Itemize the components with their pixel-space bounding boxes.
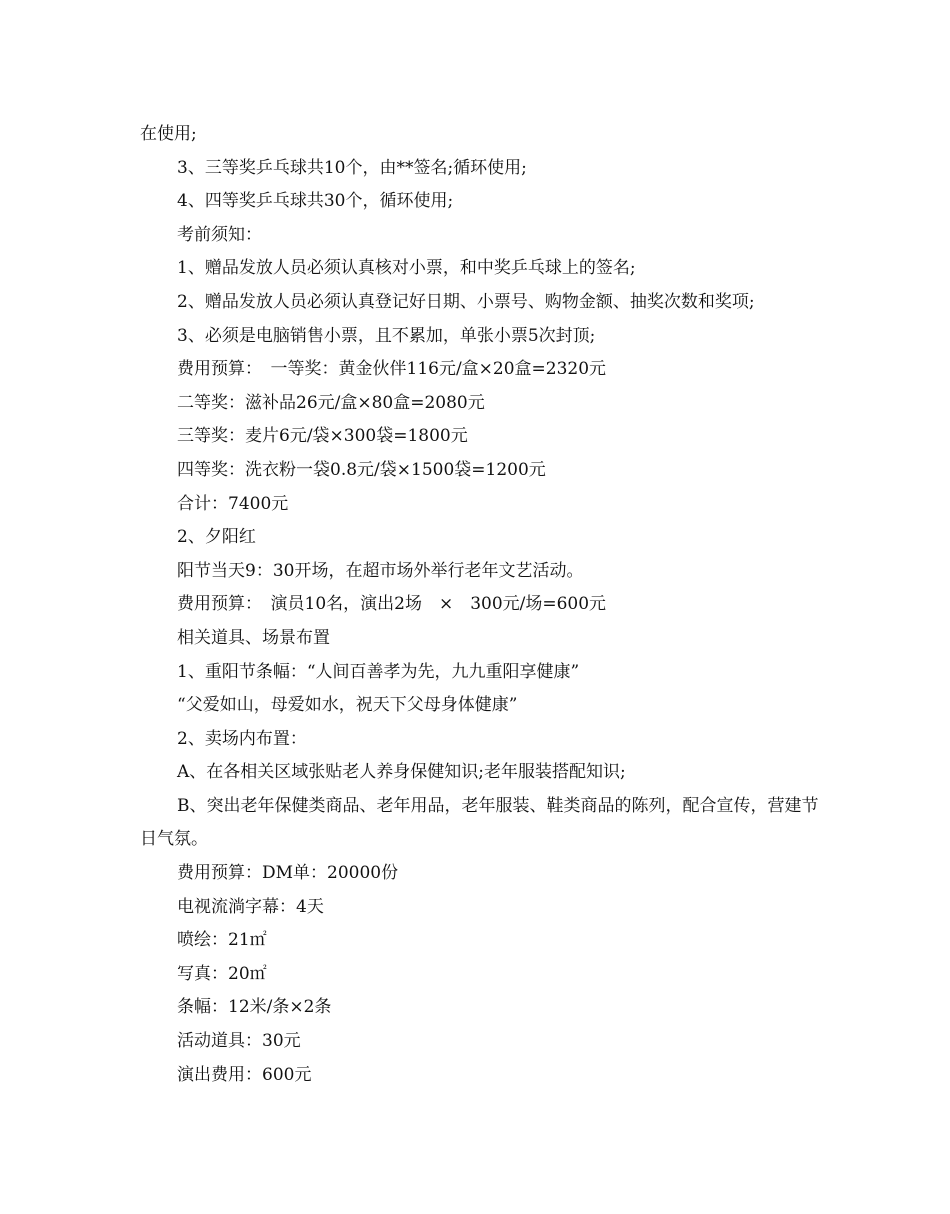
text-line: 1、重阳节条幅：“人间百善孝为先，九九重阳享健康” <box>177 661 580 682</box>
text-line: “父爱如山，母爱如水，祝天下父母身体健康” <box>177 695 518 716</box>
budget-line: 电视流淌字幕：4天 <box>177 896 324 917</box>
budget-line: 写真：20㎡ <box>177 963 267 984</box>
text-line: 3、必须是电脑销售小票，且不累加，单张小票5次封顶; <box>177 325 596 346</box>
budget-total: 合计：7400元 <box>177 493 289 514</box>
text-line: 2、卖场内布置： <box>177 728 307 749</box>
section-heading: 相关道具、场景布置 <box>177 627 330 648</box>
section-heading: 2、夕阳红 <box>177 527 256 548</box>
section-heading: 考前须知： <box>177 224 262 245</box>
budget-line: 活动道具：30元 <box>177 1031 301 1052</box>
wrapped-paragraph: B、突出老年保健类商品、老年用品，老年服装、鞋类商品的陈列，配合宣传，营建节日气氛。 <box>140 795 819 850</box>
budget-line: 费用预算： 一等奖：黄金伙伴116元/盒×20盒=2320元 <box>177 359 607 380</box>
budget-line: 演出费用：600元 <box>177 1064 312 1085</box>
budget-line: 费用预算： 演员10名，演出2场 × 300元/场=600元 <box>177 594 607 615</box>
budget-line: 条幅：12米/条×2条 <box>177 997 332 1018</box>
text-line: 4、四等奖乒乓球共30个，循环使用; <box>177 191 454 212</box>
budget-line: 费用预算：DM单：20000份 <box>177 863 399 884</box>
budget-line: 喷绘：21㎡ <box>177 930 267 951</box>
text-line: 阳节当天9：30开场，在超市场外举行老年文艺活动。 <box>177 560 584 581</box>
budget-line: 四等奖：洗衣粉一袋0.8元/袋×1500袋=1200元 <box>177 459 546 480</box>
text-line: 3、三等奖乒乓球共10个，由**签名;循环使用; <box>177 157 527 178</box>
text-line: 1、赠品发放人员必须认真核对小票，和中奖乒乓球上的签名; <box>177 258 636 279</box>
text-line: 在使用; <box>140 124 197 144</box>
text-line: 2、赠品发放人员必须认真登记好日期、小票号、购物金额、抽奖次数和奖项; <box>177 291 755 312</box>
text-line: A、在各相关区域张贴老人养身保健知识;老年服装搭配知识; <box>177 762 626 783</box>
budget-line: 三等奖：麦片6元/袋×300袋=1800元 <box>177 426 468 447</box>
document-body <box>140 118 830 1092</box>
budget-line: 二等奖：滋补品26元/盒×80盒=2080元 <box>177 392 485 413</box>
